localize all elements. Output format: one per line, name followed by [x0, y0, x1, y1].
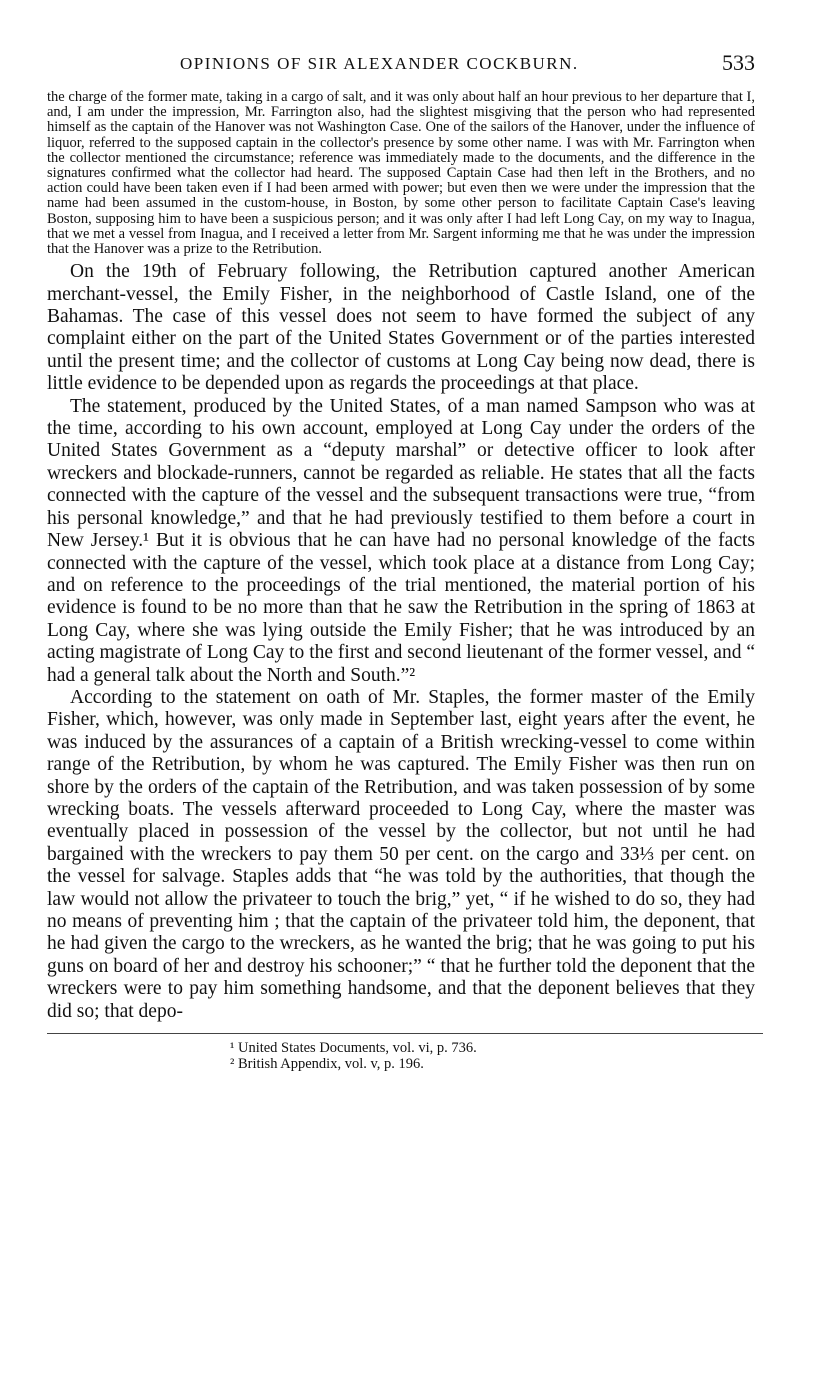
quoted-extract: the charge of the former mate, taking in a cargo of salt, and it was only about half an hour previous to her departure that I, and, I am under the impression, Mr. Farrington also, had the slightest misgiving that the person who had represented himself as the captain of the Hanover was not Washington Case. One of the sailors of the Hanover, under the influence of liquor, referred to the supposed captain in the collector's presence by some other name. I was with Mr. Farrington when the collector mentioned the circumstance; reference was immediately made to the documents, and the difference in the signatures confirmed what the collector had heard. The supposed Captain Case had then left in the Brothers, and no action could have been taken even if I had been armed with power; but even then we were under the impression that the name had been assumed in the custom-house, in Boston, by some other person to facilitate Captain Case's leaving Boston, supposing him to have been a suspicious person; and it was only after I had left Long Cay, on my way to Inagua, that we met a vessel from Inagua, and I received a letter from Mr. Sargent informing me that he was under the impression that the Hanover was a prize to the Retribution. [47, 89, 755, 258]
running-head [47, 48, 755, 78]
footnote-divider [47, 1033, 763, 1034]
paragraph-sampson-statement: The statement, produced by the United States, of a man named Sampson who was at the time, according to his own account, employed at Long Cay under the orders of the United States Government as a “deputy marshal” or detective officer to look after wreckers and blockade-runners, cannot be regarded as reliable. He states that all the facts connected with the capture of the vessel and the subsequent transactions were true, “from his personal knowledge,” and that he had previously testified to them before a court in New Jersey.¹ But it is obvious that he can have had no personal knowledge of the facts connected with the capture of the vessel, which took place at a distance from Long Cay; and on reference to the proceedings of the trial mentioned, the material portion of his evidence is found to be no more than that he saw the Retribution in the spring of 1863 at Long Cay, where she was lying outside the Emily Fisher; that he was introduced by an acting magistrate of Long Cay to the first and second lieutenant of the former vessel, and “ had a general talk about the North and South.”² [47, 395, 755, 686]
paragraph-emily-fisher-capture: On the 19th of February following, the Retribution captured another American merchant-vessel, the Emily Fisher, in the neighborhood of Castle Island, one of the Bahamas. The case of this vessel does not seem to have formed the subject of any complaint either on the part of the United States Government or of the parties interested until the present time; and the collector of customs at Long Cay being now dead, there is little evidence to be depended upon as regards the proceedings at that place. [47, 261, 755, 395]
footnote-1: ¹ United States Documents, vol. vi, p. 736. [230, 1040, 477, 1057]
page-number: 533 [722, 50, 755, 75]
paragraph-staples-statement: According to the statement on oath of Mr. Staples, the former master of the Emily Fisher, which, however, was only made in September last, eight years after the event, he was induced by the assurances of a captain of a British wrecking-vessel to come within range of the Retribution, by whom he was captured. The Emily Fisher was then run on shore by the orders of the captain of the Retribution, and was taken possession of by some wrecking boats. The vessels afterward proceeded to Long Cay, where the master was eventually placed in possession of the vessel by the collector, but not until he had bargained with the wreckers to pay them 50 per cent. on the cargo and 33⅓ per cent. on the vessel for salvage. Staples adds that “he was told by the authorities, that though the law would not allow the privateer to touch the brig,” yet, “ if he wished to do so, they had no means of preventing him ; that the captain of the privateer told him, the deponent, that he had given the cargo to the wreckers, as he wanted the brig; that he was going to put his guns on board of her and destroy his schooner;” “ that he further told the deponent that the wreckers were to pay him something handsome, and that the deponent believes that they did so; that depo- [47, 686, 755, 1022]
footnote-2: ² British Appendix, vol. v, p. 196. [230, 1056, 424, 1073]
running-title: OPINIONS OF SIR ALEXANDER COCKBURN. [180, 54, 579, 73]
footnotes [47, 1040, 755, 1072]
